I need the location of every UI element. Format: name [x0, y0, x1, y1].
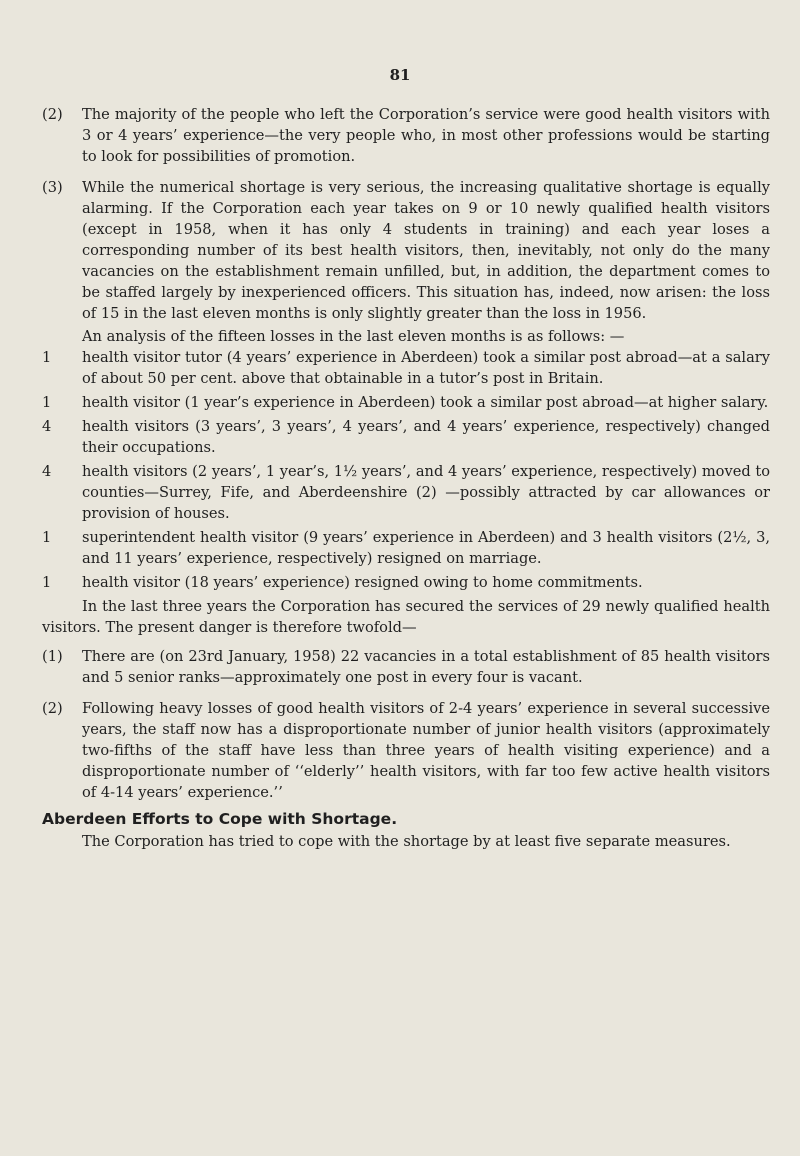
- loss-count: 1: [42, 349, 52, 366]
- loss-text: health visitor tutor (4 years’ experience in Aberdeen) took a similar post abroad—at a salary of about 50 per cent. above that obtainable in a tutor’s post in Britain.: [82, 349, 770, 387]
- closing-paragraph: The Corporation has tried to cope with the shortage by at least five separate measures.: [82, 833, 731, 850]
- paragraph-text: While the numerical shortage is very serious, the increasing qualitative shortage is equally alarming. If the Corporation each year takes on 9 or 10 newly qualified health visitors (except in 1958, when it has only 4 students in training) and each year loses a corresponding number of its best health visitors, then, inevitably, not only do the many vacancies on the establishment remain unfilled, but, in addition, the department comes to be staffed largely by inexperienced officers. This situation has, indeed, now arisen: the loss of 15 in the last eleven months is only slightly greater than the loss in 1956.: [82, 179, 770, 322]
- loss-text: health visitors (2 years’, 1 year’s, 1½ years’, and 4 years’ experience, respectively) moved to counties—Surrey, Fife, and Aberdeenshire (2) —possibly attracted by car allowances or provision of houses.: [82, 463, 770, 522]
- loss-count: 4: [42, 418, 52, 435]
- numbered-paragraph: [42, 104, 770, 167]
- paragraph-text: The majority of the people who left the Corporation’s service were good health visitors with 3 or 4 years’ experience—the very people who, in most other professions would be starting to look for possibilities of promotion.: [82, 106, 770, 165]
- summary-paragraph: In the last three years the Corporation has secured the services of 29 newly qualified health visitors. The present danger is therefore twofold—: [42, 598, 770, 636]
- numbered-paragraph: [42, 646, 770, 688]
- loss-text: health visitors (3 years’, 3 years’, 4 years’, and 4 years’ experience, respectively) changed their occupations.: [82, 418, 770, 456]
- loss-text: health visitor (18 years’ experience) resigned owing to home commitments.: [82, 574, 643, 591]
- paragraph-text: Following heavy losses of good health visitors of 2-4 years’ experience in several successive years, the staff now has a disproportionate number of junior health visitors (approximately two-fifths of the staff have less than three years of health visiting experience) and a disproportionate number of ‘‘elderly’’ health visitors, with far too few active health visitors of 4-14 years’ experience.’’: [82, 700, 770, 801]
- paragraph-number: (2): [42, 700, 63, 717]
- loss-entry: [42, 527, 770, 569]
- paragraph-number: (1): [42, 648, 63, 665]
- loss-count: 4: [42, 463, 52, 480]
- section-heading: Aberdeen Efforts to Cope with Shortage.: [42, 810, 398, 828]
- loss-text: health visitor (1 year’s experience in Aberdeen) took a similar post abroad—at higher salary.: [82, 394, 769, 411]
- analysis-intro: An analysis of the fifteen losses in the last eleven months is as follows: —: [82, 328, 625, 345]
- numbered-paragraph: [42, 177, 770, 324]
- loss-entry: [42, 416, 770, 458]
- page-body: [42, 104, 770, 852]
- paragraph-number: (3): [42, 179, 63, 196]
- loss-count: 1: [42, 529, 52, 546]
- loss-entry: [42, 392, 770, 413]
- loss-count: 1: [42, 574, 52, 591]
- loss-count: 1: [42, 394, 52, 411]
- loss-entry: [42, 572, 770, 593]
- paragraph-text: There are (on 23rd January, 1958) 22 vacancies in a total establishment of 85 health visitors and 5 senior ranks—approximately one post in every four is vacant.: [82, 648, 770, 686]
- loss-entry: [42, 347, 770, 389]
- loss-entry: [42, 461, 770, 524]
- numbered-paragraph: [42, 698, 770, 803]
- paragraph-number: (2): [42, 106, 63, 123]
- page-number: 81: [389, 66, 411, 84]
- loss-text: superintendent health visitor (9 years’ experience in Aberdeen) and 3 health visitors (2½, 3, and 11 years’ experience, respectively) resigned on marriage.: [82, 529, 770, 567]
